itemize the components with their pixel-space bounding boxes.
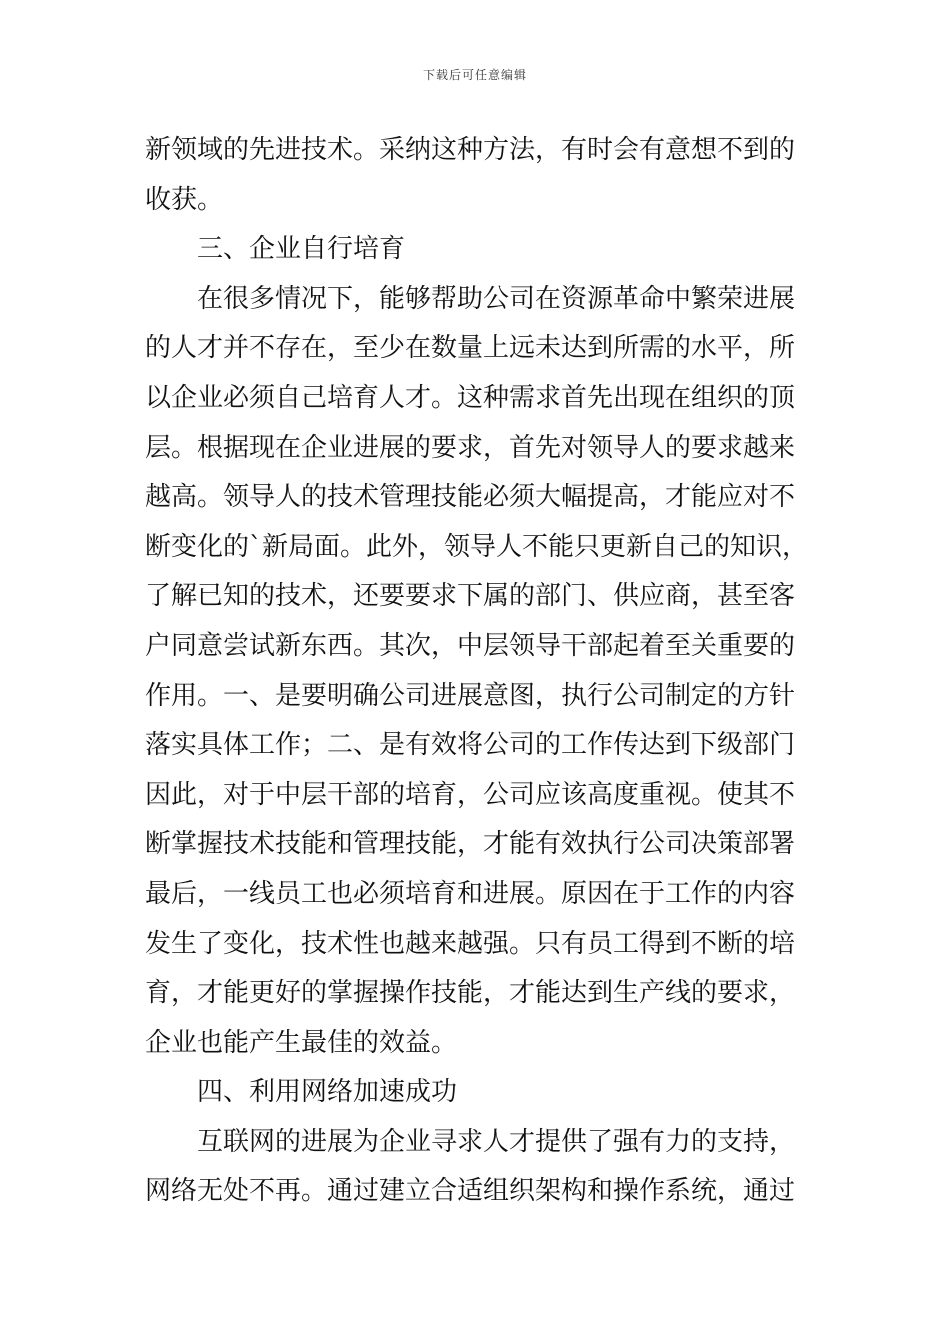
text-line: 收获。	[145, 184, 224, 215]
text-line: 育，才能更好的掌握操作技能，才能达到生产线的要求，	[145, 978, 796, 1009]
text-line: 作用。一、是要明确公司进展意图，执行公司制定的方针	[145, 680, 796, 711]
text-line: 发生了变化，技术性也越来越强。只有员工得到不断的培	[145, 928, 796, 959]
section-heading: 三、企业自行培育	[197, 234, 406, 265]
text-line: 网络无处不再。通过建立合适组织架构和操作系统，通过	[145, 1176, 796, 1207]
section-heading: 四、利用网络加速成功	[197, 1077, 458, 1108]
header-note: 下载后可任意编辑	[422, 68, 527, 82]
text-line: 以企业必须自己培育人才。这种需求首先出现在组织的顶	[145, 382, 796, 413]
document-body	[145, 126, 810, 1217]
text-line: 新领域的先进技术。采纳这种方法，有时会有意想不到的	[145, 135, 796, 165]
text-line: 户同意尝试新东西。其次，中层领导干部起着至关重要的	[145, 630, 796, 661]
text-line: 因此，对于中层干部的培育，公司应该高度重视。使其不	[145, 779, 796, 810]
text-line: 层。根据现在企业进展的要求，首先对领导人的要求越来	[145, 432, 796, 463]
text-line: 落实具体工作；二、是有效将公司的工作传达到下级部门	[145, 730, 796, 761]
text-line: 最后，一线员工也必须培育和进展。原因在于工作的内容	[145, 878, 796, 909]
text-line: 断变化的`新局面。此外，领导人不能只更新自己的知识，	[145, 531, 809, 562]
text-line: 的人才并不存在，至少在数量上远未达到所需的水平，所	[145, 333, 796, 364]
text-line: 互联网的进展为企业寻求人才提供了强有力的支持，	[197, 1126, 796, 1157]
text-line: 企业也能产生最佳的效益。	[145, 1027, 458, 1058]
text-line: 在很多情况下，能够帮助公司在资源革命中繁荣进展	[197, 283, 796, 314]
text-line: 断掌握技术技能和管理技能，才能有效执行公司决策部署	[145, 829, 796, 860]
text-line: 越高。领导人的技术管理技能必须大幅提高，才能应对不	[145, 482, 796, 513]
text-line: 了解已知的技术，还要要求下属的部门、供应商，甚至客	[145, 581, 796, 612]
